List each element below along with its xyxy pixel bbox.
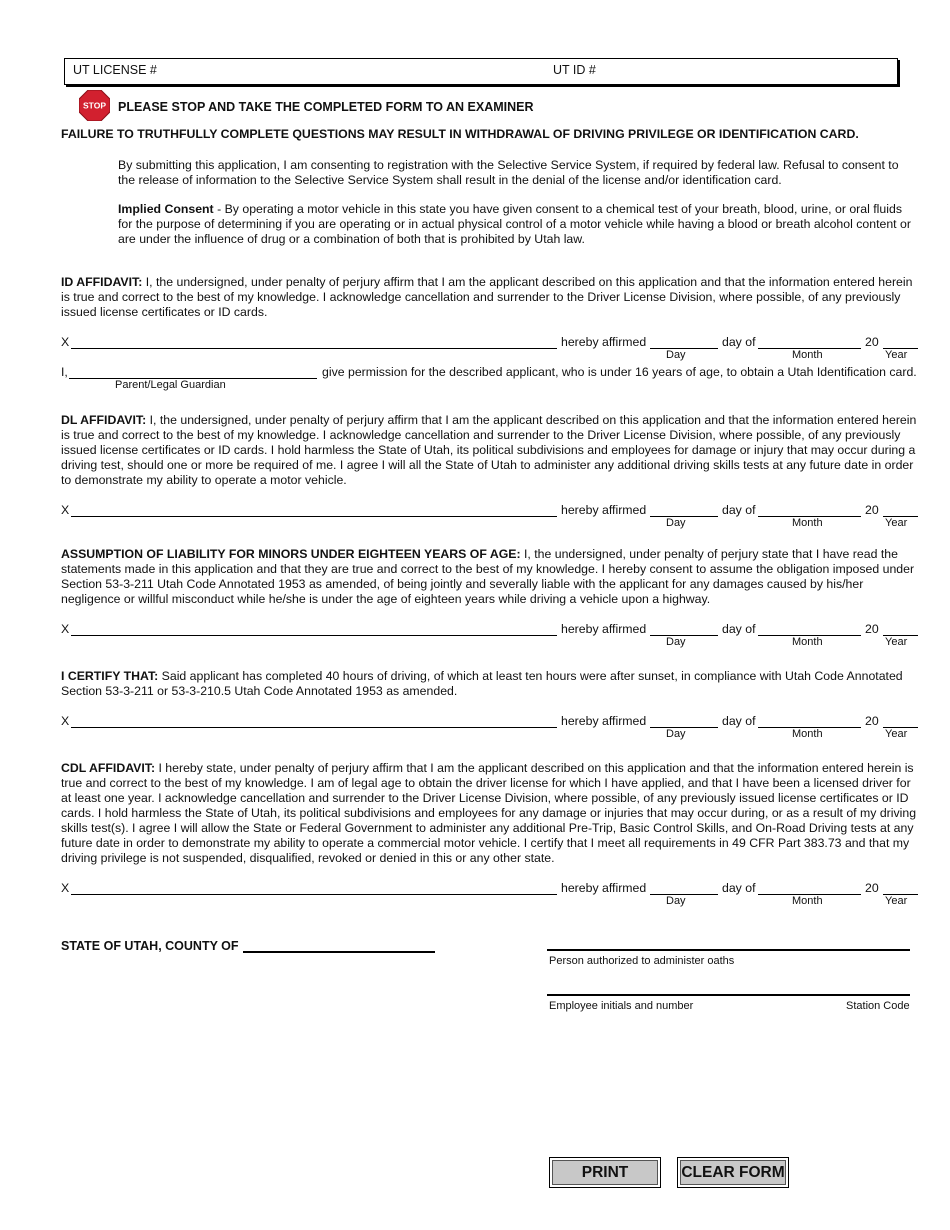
dl-month-field[interactable] (758, 503, 861, 517)
liability-title: ASSUMPTION OF LIABILITY FOR MINORS UNDER EIGHTEEN YEARS OF AGE: (61, 547, 521, 561)
hereby-affirmed-label: hereby affirmed (561, 335, 647, 349)
station-code-label: Station Code (846, 1000, 910, 1012)
day-of-label: day of (722, 714, 756, 728)
stop-instruction: PLEASE STOP AND TAKE THE COMPLETED FORM TO AN EXAMINER (118, 100, 534, 114)
cdl-month-field[interactable] (758, 881, 861, 895)
certify-month-field[interactable] (758, 714, 861, 728)
dl-day-field[interactable] (650, 503, 718, 517)
dl-year-field[interactable] (883, 503, 918, 517)
failure-warning: FAILURE TO TRUTHFULLY COMPLETE QUESTIONS MAY RESULT IN WITHDRAWAL OF DRIVING PRIVILEGE OR IDENTIFICATION CARD. (61, 127, 859, 141)
id-affidavit-paragraph (61, 275, 921, 320)
guardian-prefix: I, (61, 365, 68, 379)
day-sublabel: Day (666, 517, 686, 529)
id-day-field[interactable] (650, 335, 718, 349)
signature-x: X (61, 503, 70, 517)
cdl-day-field[interactable] (650, 881, 718, 895)
selective-service-text: By submitting this application, I am consenting to registration with the Selective Service System, if required by federal law. Refusal to consent to the release of information to the Selective Service System shall result in the denial of the license and/or identification card. (118, 158, 899, 187)
ut-id-label: UT ID # (553, 63, 596, 77)
id-signature-row (61, 335, 918, 365)
hereby-affirmed-label: hereby affirmed (561, 622, 647, 636)
signature-x: X (61, 881, 70, 895)
liability-month-field[interactable] (758, 622, 861, 636)
liability-text: I, the undersigned, under penalty of perjury state that I have read the statements made in this application and that they are true and correct to the best of my knowledge. I hereby consent to assume the obligation imposed under Section 53-3-211 Utah Code Annotated 1953 as amended, of being jointly and severally liable with the applicant for any damages caused by his/her negligence or willful misconduct while he/she is under the age of eighteen years while driving a vehicle upon a highway. (61, 547, 915, 606)
employee-label: Employee initials and number (549, 1000, 694, 1012)
day-of-label: day of (722, 335, 756, 349)
county-label: STATE OF UTAH, COUNTY OF (61, 939, 239, 953)
implied-consent-title: Implied Consent (118, 202, 214, 216)
cdl-affidavit-text: I hereby state, under penalty of perjury affirm that I am the applicant described on this application and that the information entered herein is true and correct to the best of my knowledge. I am of legal age to obtain the driver license for which I have applied, and that I have been a licensed driver for at least one year. I acknowledge cancellation and surrender to the Driver License Division, where possible, of any previously issued license certificates or ID cards. I hold harmless the State of Utah, its political subdivisions and employees for any damage or injuries that may occur during, or as a result of my driving skills test(s). I agree I will allow the State or Federal Government to administer any additional Pre-Trip, Basic Control Skills, and On-Road Driving tests at any future date in order to demonstrate my ability to operate a commercial motor vehicle. I certify that I meet all requirements in 49 CFR Part 383.73 and that my driving privilege is not suspended, disqualified, revoked or denied in this or any other state. (61, 761, 917, 865)
id-affidavit-title: ID AFFIDAVIT: (61, 275, 143, 289)
hereby-affirmed-label: hereby affirmed (561, 503, 647, 517)
guardian-permission-text: give permission for the described applicant, who is under 16 years of age, to obtain a Utah Identification card. (322, 365, 917, 379)
certify-paragraph (61, 669, 921, 699)
id-signature-line[interactable] (71, 335, 557, 349)
century-label: 20 (865, 622, 879, 636)
hereby-affirmed-label: hereby affirmed (561, 881, 647, 895)
dl-signature-line[interactable] (71, 503, 557, 517)
signature-x: X (61, 335, 70, 349)
certify-text: Said applicant has completed 40 hours of driving, of which at least ten hours were after sunset, in compliance with Utah Code Annotated Section 53-3-211 or 53-3-210.5 Utah Code Annotated 1953 as amended. (61, 669, 903, 698)
month-sublabel: Month (792, 517, 823, 529)
signature-x: X (61, 622, 70, 636)
year-sublabel: Year (885, 517, 908, 529)
liability-signature-line[interactable] (71, 622, 557, 636)
day-sublabel: Day (666, 349, 686, 361)
signature-x: X (61, 714, 70, 728)
day-sublabel: Day (666, 895, 686, 907)
month-sublabel: Month (792, 895, 823, 907)
ut-license-label: UT LICENSE # (73, 63, 157, 77)
century-label: 20 (865, 335, 879, 349)
cdl-year-field[interactable] (883, 881, 918, 895)
dl-affidavit-text: I, the undersigned, under penalty of perjury affirm that I am the applicant described on this application and that the information entered herein is true and correct to the best of my knowledge. I acknowledge cancellation and surrender to the Driver License Division, where possible, of any previously issued license certificates or ID cards. I hold harmless the State of Utah, its political subdivisions and employees for damage or injury that may occur during a driving test, should one or more be required of me. I agree I will all the State of Utah to administer any additional driving skills tests at any future date in order to demonstrate my ability to operate a motor vehicle. (61, 413, 917, 487)
guardian-row (61, 365, 918, 395)
cdl-signature-row (61, 881, 918, 911)
month-sublabel: Month (792, 349, 823, 361)
year-sublabel: Year (885, 349, 908, 361)
stop-sign-icon (79, 90, 110, 121)
certify-signature-row (61, 714, 918, 744)
certify-title: I CERTIFY THAT: (61, 669, 159, 683)
day-of-label: day of (722, 622, 756, 636)
year-sublabel: Year (885, 636, 908, 648)
id-month-field[interactable] (758, 335, 861, 349)
day-sublabel: Day (666, 636, 686, 648)
century-label: 20 (865, 714, 879, 728)
day-of-label: day of (722, 881, 756, 895)
liability-day-field[interactable] (650, 622, 718, 636)
oath-label: Person authorized to administer oaths (549, 955, 735, 967)
clear-form-button[interactable]: CLEAR FORM (677, 1157, 789, 1188)
dl-signature-row (61, 503, 918, 533)
stop-sign-text: STOP (83, 100, 106, 111)
century-label: 20 (865, 881, 879, 895)
year-sublabel: Year (885, 895, 908, 907)
print-button[interactable]: PRINT (549, 1157, 661, 1188)
month-sublabel: Month (792, 728, 823, 740)
liability-year-field[interactable] (883, 622, 918, 636)
certify-signature-line[interactable] (71, 714, 557, 728)
year-sublabel: Year (885, 728, 908, 740)
day-sublabel: Day (666, 728, 686, 740)
guardian-sublabel: Parent/Legal Guardian (115, 379, 226, 391)
cdl-affidavit-paragraph (61, 761, 923, 866)
cdl-signature-line[interactable] (71, 881, 557, 895)
id-year-field[interactable] (883, 335, 918, 349)
implied-consent-paragraph (118, 202, 918, 247)
id-affidavit-text: I, the undersigned, under penalty of perjury affirm that I am the applicant described on this application and that the information entered herein is true and correct to the best of my knowledge. I acknowledge cancellation and surrender to the Driver License Division, where possible, of any previously issued license certificates or ID cards. (61, 275, 913, 319)
liability-paragraph (61, 547, 923, 607)
dl-affidavit-title: DL AFFIDAVIT: (61, 413, 147, 427)
cdl-affidavit-title: CDL AFFIDAVIT: (61, 761, 156, 775)
county-field[interactable] (243, 938, 435, 953)
guardian-name-line[interactable] (69, 365, 317, 379)
hereby-affirmed-label: hereby affirmed (561, 714, 647, 728)
month-sublabel: Month (792, 636, 823, 648)
employee-line[interactable] (547, 982, 910, 996)
dl-affidavit-paragraph (61, 413, 921, 488)
implied-consent-text: - By operating a motor vehicle in this state you have given consent to a chemical test of your breath, blood, urine, or oral fluids for the purpose of determining if you are operating or in actual physical control of a motor vehicle while having a blood or breath alcohol content or are under the influence of drug or a combination of both that is prohibited by Utah law. (118, 202, 911, 246)
day-of-label: day of (722, 503, 756, 517)
license-id-box (64, 58, 898, 85)
certify-day-field[interactable] (650, 714, 718, 728)
liability-signature-row (61, 622, 918, 652)
certify-year-field[interactable] (883, 714, 918, 728)
century-label: 20 (865, 503, 879, 517)
oath-signature-line[interactable] (547, 937, 910, 951)
